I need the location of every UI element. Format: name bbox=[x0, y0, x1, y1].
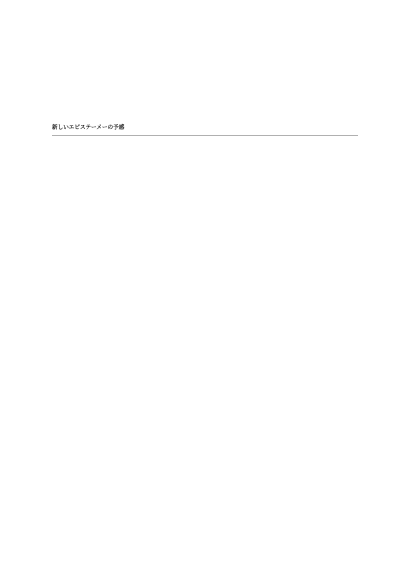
paragraph bbox=[52, 80, 358, 88]
paragraph bbox=[52, 108, 358, 116]
paragraph bbox=[52, 158, 358, 166]
paragraph bbox=[52, 186, 358, 194]
paragraph bbox=[52, 172, 358, 180]
paragraph bbox=[52, 94, 358, 102]
paragraph bbox=[52, 200, 358, 208]
paragraph bbox=[52, 214, 358, 222]
paragraph bbox=[52, 228, 358, 236]
paragraph bbox=[52, 144, 358, 152]
section-divider bbox=[52, 135, 358, 136]
paragraph bbox=[52, 66, 358, 74]
section-heading: 新しいエピステーメーの予感 bbox=[52, 125, 125, 131]
